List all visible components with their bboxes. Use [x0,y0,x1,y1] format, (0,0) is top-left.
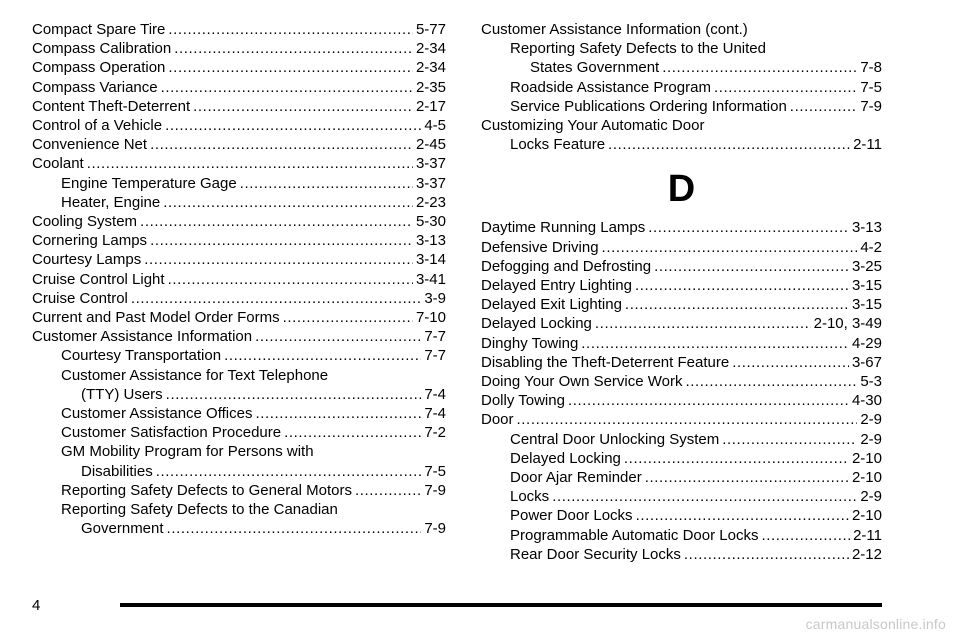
index-entry [481,487,882,506]
dot-leader [240,174,413,193]
index-entry-page: 2-9 [860,411,882,429]
index-entry-text: Daytime Running Lamps [481,219,646,237]
index-entry [32,78,446,97]
index-entry [32,346,446,365]
index-entry [32,39,446,58]
index-entry-page: 2-34 [415,40,446,58]
dot-leader [790,97,858,116]
index-entry-text: Delayed Exit Lighting [481,296,622,314]
index-entry-page: 2-35 [415,78,446,96]
dot-leader [636,506,849,525]
index-entry [32,154,446,173]
index-group-c-continued [481,20,882,154]
index-entry-page: 3-67 [851,353,882,371]
index-entry-page: 7-4 [424,385,446,403]
index-entry-page: 3-13 [415,232,446,250]
index-entry [481,314,882,333]
index-entry [481,39,882,58]
index-column-right [481,20,882,564]
index-entry [481,20,882,39]
index-entry [481,135,882,154]
index-entry-text: Defogging and Defrosting [481,257,652,275]
index-entry-page: 3-9 [424,289,446,307]
dot-leader [156,462,422,481]
dot-leader [168,58,413,77]
index-entry-text: Current and Past Model Order Forms [32,309,280,327]
index-entry-page: 7-10 [415,309,446,327]
dot-leader [255,404,421,423]
index-entry-page: 7-9 [424,481,446,499]
index-entry-page: 4-29 [851,334,882,352]
index-entry [481,526,882,545]
dot-leader [163,193,413,212]
index-entry-text: Dinghy Towing [481,334,579,352]
index-column-left [32,20,446,538]
index-entry-text: Compact Spare Tire [32,21,166,38]
index-entry-page: 7-4 [424,405,446,423]
dot-leader [150,231,413,250]
index-entry-text: Dolly Towing [481,392,565,410]
index-entry-text: Locks Feature [510,136,606,154]
dot-leader [645,468,849,487]
index-entry [32,308,446,327]
index-entry-text: Power Door Locks [510,507,633,525]
index-entry-text: Compass Operation [32,59,166,77]
index-entry [481,391,882,410]
index-entry [32,462,446,481]
index-entry-text: Customer Assistance Information [32,328,253,346]
index-entry-text: Programmable Automatic Door Locks [510,526,759,544]
index-entry [481,410,882,429]
dot-leader [355,481,421,500]
watermark-text: carmanualsonline.info [805,616,946,632]
index-entry-text: Courtesy Lamps [32,251,142,269]
index-entry [481,58,882,77]
index-entry [481,430,882,449]
index-entry-text: Government [81,520,164,538]
index-entry-text: Courtesy Transportation [61,347,222,365]
index-entry-text: Cooling System [32,213,138,231]
dot-leader [144,250,413,269]
index-group-d [481,218,882,564]
index-entry-text: Engine Temperature Gage [61,174,237,192]
dot-leader [625,295,849,314]
index-entry-text: Disabilities [81,462,153,480]
index-entry-text: Delayed Locking [510,449,621,467]
index-entry [32,97,446,116]
index-entry-page: 2-12 [851,545,882,563]
dot-leader [684,545,849,564]
dot-leader [517,410,858,429]
index-entry-text: (TTY) Users [81,385,163,403]
index-entry-page: 5-77 [415,21,446,38]
index-entry-page: 4-5 [424,117,446,135]
dot-leader [224,346,421,365]
index-entry [481,353,882,372]
index-entry-text: Disabling the Theft-Deterrent Feature [481,353,730,371]
index-entry-text: Door Ajar Reminder [510,469,642,487]
index-entry-page: 5-3 [860,373,882,391]
index-entry-page: 7-7 [424,347,446,365]
index-entry-page: 4-30 [851,392,882,410]
index-entry-page: 7-8 [860,59,882,77]
index-entry-text: Roadside Assistance Program [510,78,711,96]
index-entry [481,276,882,295]
index-entry-page: 3-37 [415,155,446,173]
index-entry [32,404,446,423]
index-entry-page: 2-9 [860,488,882,506]
index-entry-page: 3-15 [851,296,882,314]
index-entry-text: Door [481,411,514,429]
index-entry-text: Reporting Safety Defects to General Motors [61,481,352,499]
index-entry-page: 2-11 [853,526,882,544]
index-entry-text: Cruise Control [32,289,128,307]
index-entry [32,231,446,250]
index-entry-text: Delayed Locking [481,315,592,333]
dot-leader [140,212,413,231]
dot-leader [722,430,857,449]
index-entry-text: Customer Satisfaction Procedure [61,424,282,442]
index-entry [32,385,446,404]
index-entry-text: Central Door Unlocking System [510,430,720,448]
index-entry [32,327,446,346]
dot-leader [284,423,421,442]
index-entry [32,270,446,289]
index-entry [32,174,446,193]
index-entry [481,372,882,391]
index-entry-page: 3-25 [851,257,882,275]
index-entry-page: 2-34 [415,59,446,77]
index-entry-text: Compass Calibration [32,40,172,58]
index-entry [481,506,882,525]
index-entry-page: 2-10 [851,507,882,525]
index-entry-page: 3-37 [415,174,446,192]
dot-leader [131,289,421,308]
index-entry-page: 7-9 [860,97,882,115]
index-entry [481,97,882,116]
dot-leader [624,449,849,468]
dot-leader [761,526,850,545]
dot-leader [168,270,413,289]
index-entry-text: Heater, Engine [61,193,161,211]
index-entry-page: 7-7 [424,328,446,346]
index-entry-text: Reporting Safety Defects to the United [510,40,766,58]
page-number: 4 [32,597,41,614]
dot-leader [552,487,857,506]
index-entry-text: Customer Assistance Offices [61,405,253,423]
dot-leader [608,135,850,154]
index-entry [481,334,882,353]
index-entry [32,193,446,212]
index-entry-page: 7-2 [424,424,446,442]
index-entry [32,58,446,77]
index-entry [481,116,882,135]
dot-leader [161,78,413,97]
index-entry-text: Compass Variance [32,78,158,96]
index-entry-text: Coolant [32,155,84,173]
dot-leader [602,238,858,257]
index-entry-text: Cruise Control Light [32,270,165,288]
index-entry [32,116,446,135]
dot-leader [166,385,422,404]
index-entry [481,468,882,487]
dot-leader [150,135,413,154]
index-entry [32,20,446,39]
index-entry-page: 7-5 [860,78,882,96]
index-entry-page: 2-23 [415,193,446,211]
index-entry-page: 2-17 [415,97,446,115]
index-entry-page: 3-15 [851,277,882,295]
index-entry-page: 2-11 [853,136,882,154]
index-entry-text: Delayed Entry Lighting [481,277,632,295]
index-entry [481,449,882,468]
index-entry-text: Content Theft-Deterrent [32,97,191,115]
index-entry [32,423,446,442]
index-entry-text: Rear Door Security Locks [510,545,681,563]
index-entry [32,212,446,231]
index-entry [32,519,446,538]
index-entry-text: Control of a Vehicle [32,117,163,135]
dot-leader [732,353,849,372]
index-entry-page: 2-10, 3-49 [813,315,882,333]
index-entry-page: 7-9 [424,520,446,538]
dot-leader [685,372,857,391]
index-entry-page: 5-30 [415,213,446,231]
index-entry [32,289,446,308]
dot-leader [255,327,421,346]
dot-leader [283,308,413,327]
index-entry-page: 4-2 [860,238,882,256]
dot-leader [568,391,849,410]
dot-leader [648,218,849,237]
dot-leader [165,116,421,135]
index-entry-page: 2-9 [860,430,882,448]
dot-leader [87,154,413,173]
index-entry [481,78,882,97]
index-entry-text: Locks [510,488,550,506]
dot-leader [174,39,413,58]
index-entry [481,295,882,314]
index-entry [481,238,882,257]
dot-leader [168,20,413,39]
dot-leader [595,314,811,333]
index-entry-text: States Government [530,59,660,77]
index-entry-text: Customizing Your Automatic Door [481,117,705,135]
index-entry [481,218,882,237]
index-entry-page: 7-5 [424,462,446,480]
index-entry [32,442,446,461]
index-entry [481,545,882,564]
index-entry [32,366,446,385]
dot-leader [193,97,413,116]
footer-rule [120,603,882,607]
index-entry-text: Service Publications Ordering Information [510,97,787,115]
dot-leader [635,276,849,295]
index-entry-page: 2-45 [415,136,446,154]
dot-leader [581,334,849,353]
index-entry-text: Customer Assistance Information (cont.) [481,21,748,38]
dot-leader [167,519,422,538]
index-entry-page: 3-13 [851,219,882,237]
index-entry-text: Customer Assistance for Text Telephone [61,366,329,384]
dot-leader [714,78,857,97]
index-entry-page: 3-14 [415,251,446,269]
dot-leader [662,58,857,77]
index-entry-page: 2-10 [851,449,882,467]
index-entry [32,500,446,519]
index-entry-text: Cornering Lamps [32,232,148,250]
index-entry-text: Convenience Net [32,136,148,154]
index-entry [481,257,882,276]
index-entry [32,481,446,500]
index-entry [32,135,446,154]
index-entry [32,250,446,269]
index-entry-text: Doing Your Own Service Work [481,373,683,391]
index-entry-text: Reporting Safety Defects to the Canadian [61,501,338,519]
index-entry-page: 3-41 [415,270,446,288]
dot-leader [654,257,849,276]
index-entry-text: Defensive Driving [481,238,599,256]
index-entry-text: GM Mobility Program for Persons with [61,443,314,461]
section-letter-heading: D [667,168,696,211]
index-entry-page: 2-10 [851,469,882,487]
